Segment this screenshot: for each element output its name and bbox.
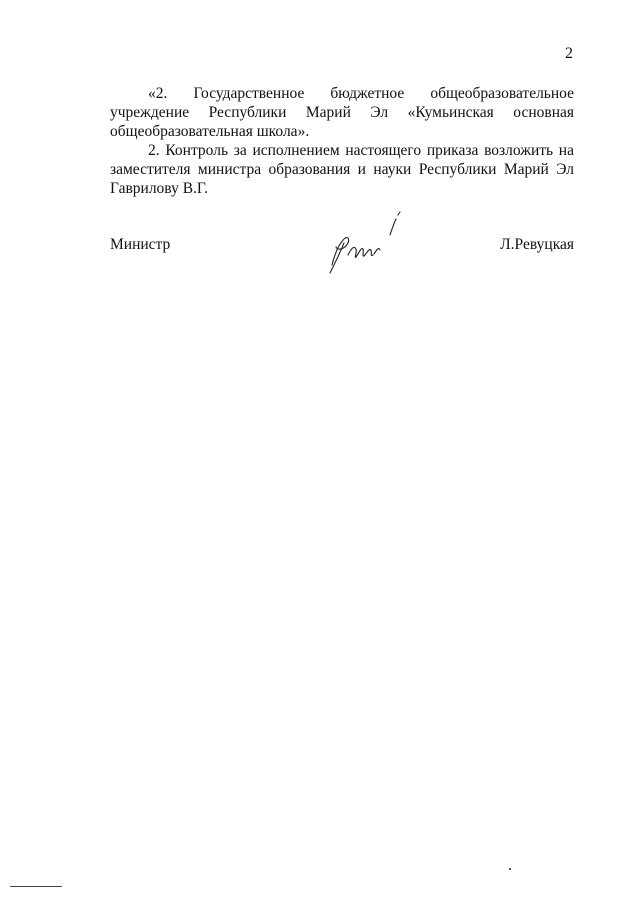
page-number: 2 [565,45,573,62]
paragraph-control-clause: 2. Контроль за исполнением настоящего приказа возложить на заместителя министра образования и науки Республики Марий Эл Гаврилову В.Г. [110,142,574,197]
scan-mark [509,868,511,870]
handwritten-signature [320,207,420,279]
footer-line [10,886,62,887]
signatory-name: Л.Ревуцкая [500,236,574,253]
signature-block [110,235,574,257]
signatory-role: Министр [110,236,171,253]
document-body [110,84,574,198]
paragraph-school-name: «2. Государственное бюджетное общеобразовательное учреждение Республики Марий Эл «Кумьинская основная общеобразовательная школа». [110,85,574,140]
